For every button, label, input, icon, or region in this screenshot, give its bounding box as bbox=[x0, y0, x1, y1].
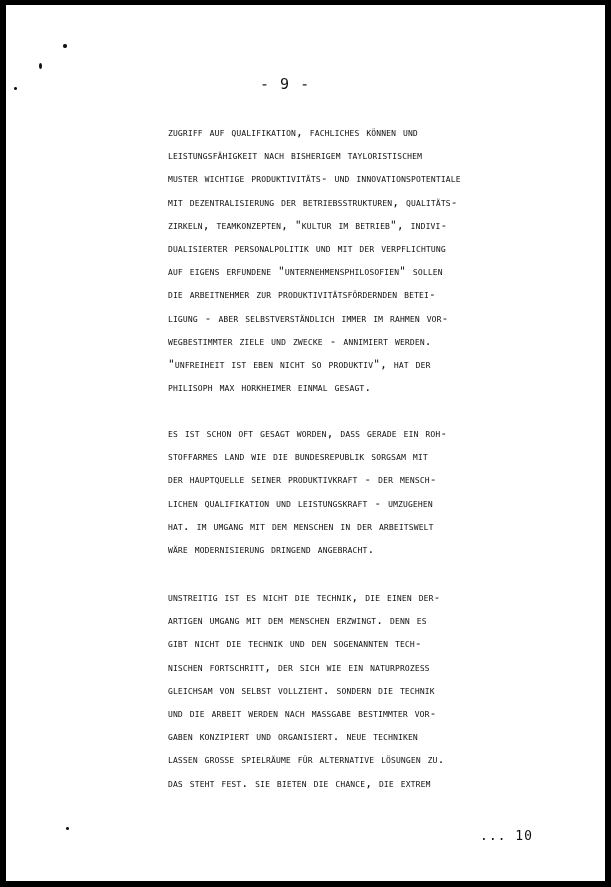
page-number: - 9 - bbox=[260, 75, 311, 93]
scan-speck bbox=[66, 827, 69, 830]
scan-speck bbox=[14, 87, 17, 90]
text-line: dualisierter personalpolitik und mit der verpflichtung bbox=[168, 241, 446, 255]
text-line: stoffarmes land wie die bundesrepublik sorgsam mit bbox=[168, 450, 428, 464]
document-page bbox=[6, 5, 605, 881]
text-line: zugriff auf qualifikation, fachliches können und bbox=[168, 126, 418, 139]
text-line: und die arbeit werden nach maßgabe bestimmter vor- bbox=[168, 706, 437, 720]
text-line: gaben konzipiert und organisiert. neue techniken bbox=[168, 730, 418, 744]
text-line: der hauptquelle seiner produktivkraft - der mensch- bbox=[168, 473, 437, 487]
text-line: muster wichtige produktivitäts- und innovationspotentiale bbox=[168, 172, 461, 186]
paragraph-2 bbox=[168, 422, 588, 561]
text-line: ligung - aber selbstverständlich immer im rahmen vor- bbox=[168, 311, 449, 325]
text-line: lichen qualifikation und leistungskraft - umzugehen bbox=[168, 496, 433, 510]
text-line: das steht fest. sie bieten die chance, die extrem bbox=[168, 776, 431, 790]
text-line: zirkeln, teamkonzepten, "kultur im betrieb", indivi- bbox=[168, 218, 448, 232]
text-line: es ist schon oft gesagt worden, daß gerade ein roh- bbox=[168, 427, 448, 440]
text-line: gleichsam von selbst vollzieht. sondern die technik bbox=[168, 683, 435, 697]
text-line: "unfreiheit ist eben nicht so produktiv", hat der bbox=[168, 357, 431, 371]
text-line: auf eigens erfundene "unternehmensphilosofien" sollen bbox=[168, 265, 443, 279]
text-line: nischen fortschritt, der sich wie ein naturprozeß bbox=[168, 660, 430, 674]
text-line: wäre modernisierung dringend angebracht. bbox=[168, 542, 375, 556]
paragraph-1 bbox=[168, 121, 588, 399]
text-line: hat. im umgang mit dem menschen in der arbeitswelt bbox=[168, 519, 434, 533]
scan-speck bbox=[63, 44, 67, 48]
text-line: mit dezentralisierung der betriebsstrukturen, qualitäts- bbox=[168, 195, 458, 209]
text-line: gibt nicht die technik und den sogenannten tech- bbox=[168, 637, 422, 651]
text-line: artigen umgang mit dem menschen erzwingt. denn es bbox=[168, 614, 427, 628]
text-line: lassen große spielräume für alternative lösungen zu. bbox=[168, 753, 445, 767]
text-line: die arbeitnehmer zur produktivitätsfördernden betei- bbox=[168, 288, 436, 302]
text-line: wegbestimmter ziele und zwecke - annimiert werden. bbox=[168, 334, 432, 348]
text-line: leistungsfähigkeit nach bisherigem tayloristischem bbox=[168, 149, 423, 163]
text-line: unstreitig ist es nicht die technik, die einen der- bbox=[168, 591, 441, 604]
paragraph-3 bbox=[168, 586, 588, 795]
text-line: philisoph max horkheimer einmal gesagt. bbox=[168, 381, 372, 395]
continuation-marker: ... 10 bbox=[480, 829, 533, 844]
scan-speck bbox=[39, 63, 42, 69]
